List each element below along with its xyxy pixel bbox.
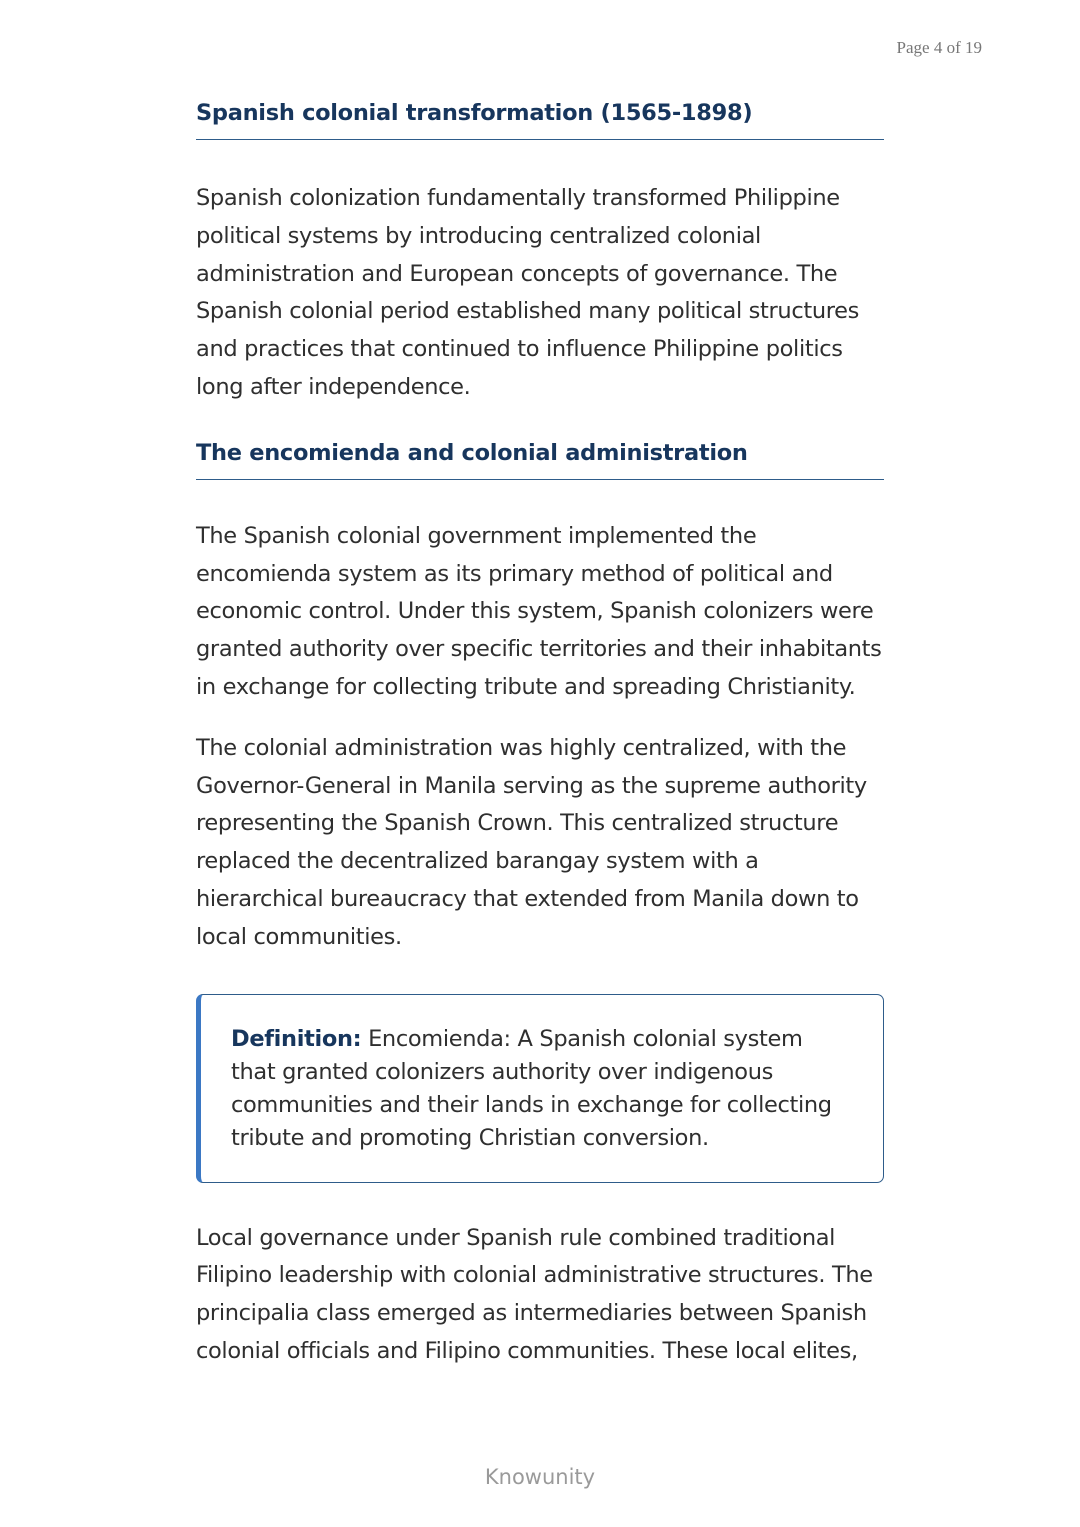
footer-brand: Knowunity [484, 1465, 596, 1489]
definition-label: Definition: [231, 1025, 362, 1052]
paragraph-centralized-administration: The colonial administration was highly centralized, with the Governor-General in Manila serving as the supreme authority representing the Spanish Crown. This centralized structure replaced the decentralized barangay system with a hierarchical bureaucracy that extended from Manila down to local communities. [196, 734, 867, 950]
section-heading-encomienda: The encomienda and colonial administration [196, 440, 884, 480]
paragraph-local-governance: Local governance under Spanish rule combined traditional Filipino leadership with colonial administrative structures. The principalia class emerged as intermediaries between Spanish colonial officials and Filipino communities. These local elites, [196, 1224, 873, 1364]
definition-text: Encomienda: A Spanish colonial system that granted colonizers authority over indigenous communities and their lands in exchange for collecting tribute and promoting Christian conversion. [231, 1025, 832, 1151]
section-heading-spanish-colonial-transformation: Spanish colonial transformation (1565-1898) [196, 100, 884, 140]
paragraph-colonization-overview: Spanish colonization fundamentally transformed Philippine political systems by introducing centralized colonial administration and European concepts of governance. The Spanish colonial period established many political structures and practices that continued to influence Philippine politics long after independence. [196, 185, 859, 400]
definition-callout [196, 994, 884, 1183]
page-number: Page 4 of 19 [896, 38, 982, 57]
document-body [196, 100, 884, 1371]
paragraph-encomienda-system: The Spanish colonial government implemented the encomienda system as its primary method of political and economic control. Under this system, Spanish colonizers were granted authority over specific territories and their inhabitants in exchange for collecting tribute and spreading Christianity. [196, 522, 882, 700]
